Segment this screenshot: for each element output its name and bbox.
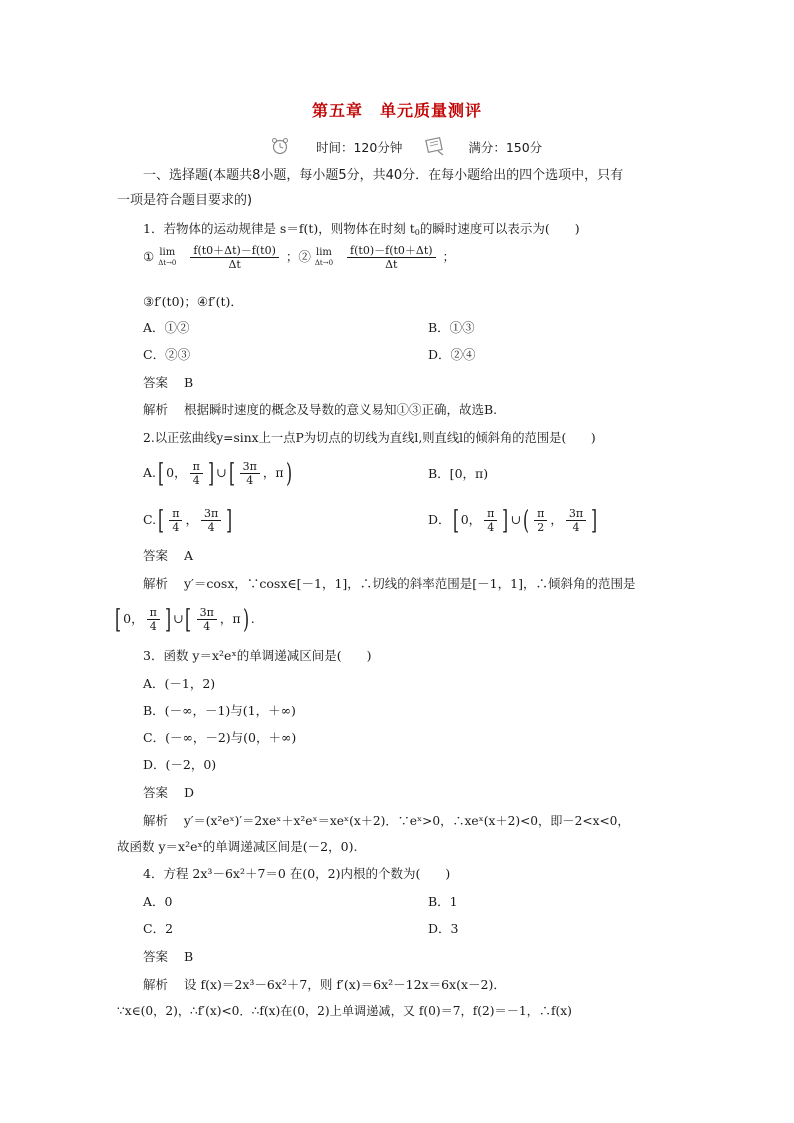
q4-choice-a: A．0 — [143, 894, 173, 909]
q1-line3: ③f′(t0)；④f′(t)． — [143, 294, 243, 309]
section-intro-line1: 一、选择题(本题共8小题，每小题5分，共40分．在每小题给出的四个选项中，只有 — [143, 168, 624, 183]
q2-choice-d: D．[ 0， $\frac{\pi}{4}$ ] ∪( $\frac{\pi}{2}$ ， $\frac{3\pi}{4}$ ] — [428, 505, 598, 536]
q4-choice-b: B．1 — [428, 894, 458, 909]
q3-choice-b: B．(－∞，－1)与(1，＋∞) — [143, 703, 296, 718]
fraction-2: $\frac{f(t0)-f(t0+\Delta t)}{\Delta t}$ — [347, 244, 436, 271]
chapter-title: 第五章 单元质量测评 — [311, 101, 482, 120]
q3-choice-d: D．(－2，0) — [143, 757, 217, 772]
q3-stem: 3．函数 y＝x²eˣ的单调递减区间是( ) — [143, 648, 372, 663]
q3-choice-a: A．(－1，2) — [143, 676, 216, 691]
q1-choice-b: B．①③ — [428, 320, 475, 335]
q4-analysis: 解析 设 f(x)＝2x³－6x²＋7，则 f′(x)＝6x²－12x＝6x(x－2)． — [143, 977, 506, 992]
q2-choice-c: C.[ $\frac{\pi}{4}$ ， $\frac{3\pi}{4}$ ] — [143, 505, 233, 536]
q3-analysis: 解析 y′＝(x²eˣ)′＝2xeˣ＋x²eˣ＝xeˣ(x＋2)．∵eˣ>0，∴xeˣ(x＋2)<0，即－2<x<0， — [143, 813, 630, 828]
q1-choice-d: D．②④ — [428, 347, 476, 362]
q1-options-line: ① lim Δt→0 $\frac{f(t0+\Delta t)-f(t0)}{\Delta t}$ ；② lim Δt→0 $\frac{f(t0)-f(t0+\Delta t)}{\Delta t}$ ； — [143, 244, 456, 271]
q2-analysis-line2: [ 0， $\frac{\pi}{4}$ ] ∪[ $\frac{3\pi}{4}$ ，π) . — [115, 604, 255, 635]
q2-choice-b: B．[0，π) — [428, 466, 489, 481]
q4-choice-d: D．3 — [428, 921, 459, 936]
fraction-1: $\frac{f(t0+\Delta t)-f(t0)}{\Delta t}$ — [190, 244, 279, 271]
q3-analysis-line2: 故函数 y＝x²eˣ的单调递减区间是(－2，0). — [117, 839, 358, 854]
section-intro-line2: 一项是符合题目要求的) — [117, 193, 253, 208]
q4-stem: 4．方程 2x³－6x²＋7＝0 在(0，2)内根的个数为( ) — [143, 866, 451, 881]
q4-answer: 答案 B — [143, 949, 194, 964]
q1-choice-c: C．②③ — [143, 347, 191, 362]
q4-choice-c: C．2 — [143, 921, 174, 936]
exam-time: 时间：120分钟 — [315, 139, 403, 155]
limit-expression-2: lim Δt→0 — [314, 246, 334, 267]
q2-analysis: 解析 y′＝cosx，∵cosx∈[－1，1]，∴切线的斜率范围是[－1，1]，∴倾斜角的范围是 — [143, 576, 636, 591]
q1-choice-a: A．①② — [143, 320, 190, 335]
q1-stem: 1．若物体的运动规律是 s＝f(t)，则物体在时刻 $t_0$的瞬时速度可以表示为( ) — [143, 221, 580, 237]
q4-analysis-line2: ∵x∈(0，2)，∴f′(x)<0．∴f(x)在(0，2)上单调递减，又 f(0)＝7，f(2)＝－1，∴f(x) — [117, 1004, 572, 1018]
q2-answer: 答案 A — [143, 548, 194, 563]
exam-info-line — [270, 136, 542, 160]
q2-choice-a: A.[ 0， $\frac{\pi}{4}$ ] ∪[ $\frac{3\pi}{4}$ ，π) — [143, 458, 292, 489]
notepad-icon — [424, 136, 446, 160]
limit-expression: lim Δt→0 — [158, 246, 177, 267]
q1-analysis: 解析 根据瞬时速度的概念及导数的意义易知①③正确，故选B. — [143, 402, 498, 417]
q2-stem: 2.以正弦曲线y=sinx上一点P为切点的切线为直线l,则直线l的倾斜角的范围是( ) — [143, 431, 596, 445]
q3-choice-c: C．(－∞，－2)与(0，＋∞) — [143, 730, 297, 745]
q3-answer: 答案 D — [143, 785, 195, 800]
exam-score: 满分：150分 — [468, 139, 543, 155]
q1-answer: 答案 B — [143, 375, 194, 390]
alarm-clock-icon — [270, 136, 290, 160]
